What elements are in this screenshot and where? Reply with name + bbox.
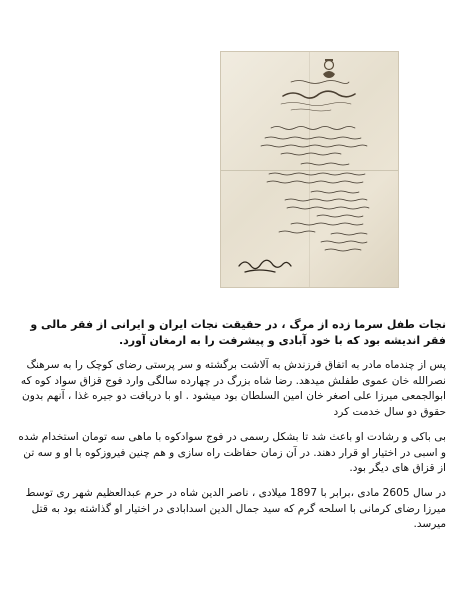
document-handwriting — [221, 52, 398, 287]
article-paragraph-3: در سال 2605 مادی ،برابر با 1897 میلادی ، ناصر الدین شاه در حرم عبدالعظیم شهر ری توسط میرزا رضای کرمانی با اسلحه گرم که سید جمال الدین اسدابادی در اختیار او گذاشته بود به قتل میرسد. — [25, 487, 446, 530]
lion-sun-emblem-icon — [323, 59, 335, 78]
historical-document-image — [221, 52, 398, 287]
article-lead: نجات طفل سرما زده از مرگ ، در حقیقت نجات ایران و ایرانی از فقر مالی و فقر اندیشه بود که با خود آبادی و پیشرفت را به ارمغان آورد. — [30, 318, 446, 347]
signature-icon — [239, 260, 291, 272]
article-paragraph-1: پس از چندماه مادر به اتفاق فرزندش به آلاشت برگشته و سر پرستی رضای کوچک را به سرهنگ نصرالله خان عموی طفلش میدهد. رضا شاه بزرگ در چهارده سالگی وارد فوج قزاق سواد کوه که ابوالجمعی میرزا علی اصغر خان امین السلطان بود میشود . او با دریافت دو جیره غذا ، آنهم بدون حقوق دو سال خدمت کرد — [20, 359, 446, 418]
article-paragraph-2: بی باکی و رشادت او باعث شد تا بشکل رسمی در فوج سوادکوه با ماهی سه تومان استخدام شده و اسبی در اختیار او قرار دهند. در آن زمان حفاظت راه سازی و هم چنین فیروزکوه با او و سه تن از قزاق های دیگر بود. — [18, 431, 446, 474]
